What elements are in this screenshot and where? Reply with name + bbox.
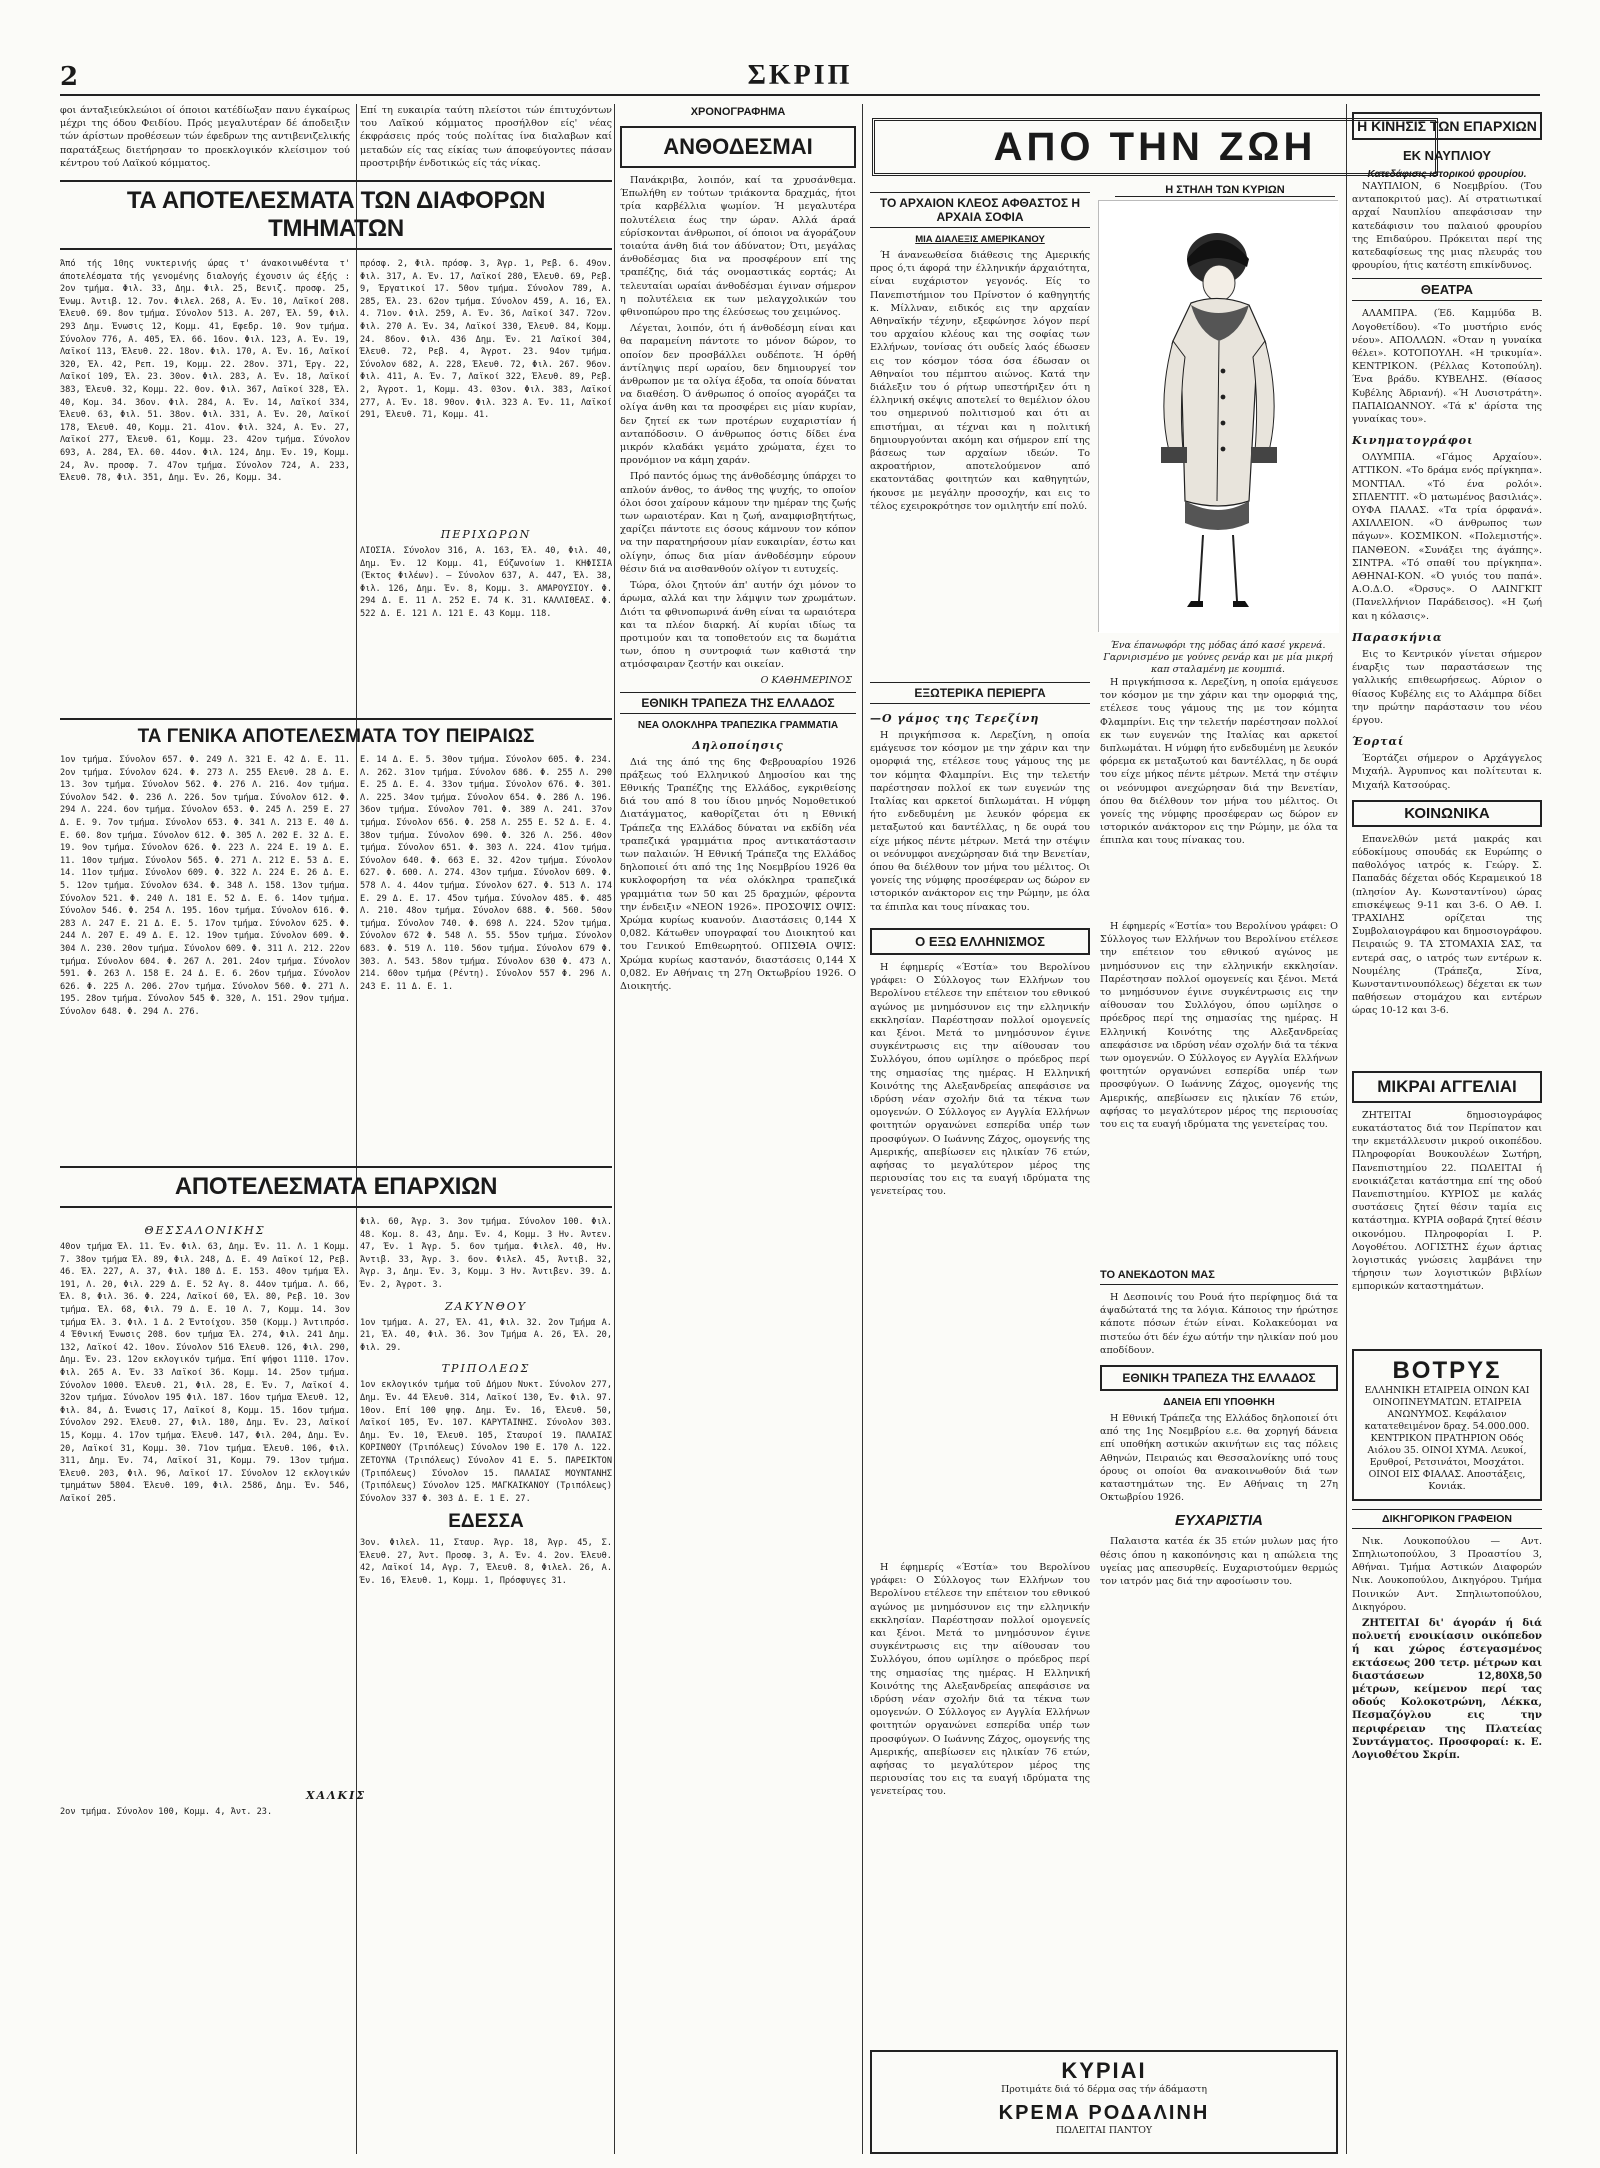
anecdote-text: Η Δεσποινίς του Ρουά ήτο περίφημος διά τα άψαδώτατά της τα λόγια. Κάποιος την ήρώτησε κάποτε πόσων έτών είναι. Κολακεύομαι να πιστεύω ότι δέν έχω αύτήν την ηλικίαν πού μου αποδίδουν. [1100,1292,1338,1356]
social-heading: ΚΟΙΝΩΝΙΚΑ [1352,800,1542,827]
cinemas-text: ΟΛΥΜΠΙΑ. «Γάμος Αρχαίου». ΑΤΤΙΚΟΝ. «Το δράμα ενός πρίγκηπα». ΜΟΝΤΙΑΛ. «Τό ένα ρολόι». ΣΠΛΕΝΤΙΤ. «Ό ματωμένος βασιλιάς». ΟΥΦΑ ΠΑΛΑΣ. «Τα τρία όρφανά». ΑΧΙΛΛΕΙΟΝ. «Ό άνθρωπος των πάγων». ΚΟΣΜΙΚΟΝ. «Πολεμιστής». ΠΑΝΘΕΟΝ. «Συνάξει της άγάπης». ΣΙΝΤΡΑ. «Τό σπαθί του πρίγκηπα». ΑΘΗΝΑΙ-ΚΟΝ. «Ό γυιός του παπά». Α.Ο.Δ.Ο. «Όρσυς». Ο ΛΑΙΝΓΚΙΤ (Πανελλήνιον Παράδεισος). «Η ζωή και η κόλασις». [1352,452,1542,622]
bank-notice-body [620,756,856,994]
column-rule [1346,104,1347,2154]
wedding-text: Η πριγκήπισσα κ. Λερεζίνη, η οποία εμάγευσε τον κόσμον με την χάριν και την ομορφιά της, ετέλεσε τους γάμους της με τον κόμητα Φλαμπρίνι. Εις την τελετήν παρέστησαν πολλοί εκ των ευγενών της Ιταλίας και αρκετοί διπλωμάται. Η νύμφη ήτο ενδεδυμένη με λευκόν φόρεμα εκ μεταξωτού και δαντέλλας, η δε ουρά του είχε μήκος πέντε μέτρων. Μετά την στέψιν οι νεόνυμφοι ανεχώρησαν διά την Βενετίαν, όπου θα διέλθουν τον μήνα του μέλιτος. Οι γονείς της νύμφης προσέφεραν ως δώρον εν ιστορικόν ανάκτορον εις την Ρώμην, με όλα τα έπιπλα και τους πίνακας του. [1100,677,1338,847]
zakynthos-results: 1ον τμήμα. Α. 27, Έλ. 41, Φιλ. 32. 2ον Τμήμα Α. 21, Έλ. 40, Φιλ. 36. 3ον Τμήμα Α. 26, Έλ. 20, Φιλ. 29. [360,1317,612,1353]
classifieds-body [1352,1109,1542,1341]
foreign-curiosities-heading: ΕΞΩΤΕΡΙΚΑ ΠΕΡΙΕΡΓΑ [870,682,1090,704]
fashion-caption: Ένα έπανωφόρι της μόδας άπό κασέ γκρενά. Γαρνιρισμένο με γούνες ρενάρ και με μία μικρή καπ σταλαμένη με κουμπιά. [1103,640,1333,675]
nafplio-heading: ΕΚ ΝΑΥΠΛΙΟΥ [1402,148,1492,163]
foreign-curiosities-text: Η πριγκήπισσα κ. Λερεζίνη, η οποία εμάγευσε τον κόσμον με την χάριν και την ομορφιά της, ετέλεσε τους γάμους της με τον κόμητα Φλαμπρίνι. Εις την τελετήν παρέστησαν πολλοί εκ των ευγενών της Ιταλίας και αρκετοί διπλωμάται. Η νύμφη ήτο ενδεδυμένη με λευκόν φόρεμα εκ μεταξωτού και δαντέλλας, η δε ουρά του είχε μήκος πέντε μέτρων. Μετά την στέψιν οι νεόνυμφοι ανεχώρησαν διά την Βενετίαν, όπου θα διέλθουν τον μήνα του μέλιτος. Οι γονείς της νύμφης προσέφεραν ως δώρον εν ιστορικόν ανάκτορον εις την Ρώμην, με όλα τα έπιπλα και τους πίνακας του. [870,730,1090,913]
cinemas-body [1352,451,1542,623]
feasts-text: Έορτάζει σήμερον ο Αρχάγγελος Μιχαήλ. Άγρυπνος και πολίτευται κ. Μιχαήλ Κατσούρας. [1352,753,1542,791]
section-heading-results: ΤΑ ΑΠΟΤΕΛΕΣΜΑΤΑ ΤΩΝ ΔΙΑΦΟΡΩΝ ΤΜΗΜΑΤΩΝ [60,180,612,250]
piraeus-results-right: Ε. 14 Δ. Ε. 5. 30ον τμήμα. Σύνολον 605. Φ. 234. Λ. 262. 31ον τμήμα. Σύνολον 686. Φ. 255 Λ. 290 Ε. 25 Δ. Ε. 4. 33ον τμήμα. Σύνολον 676. Φ. 301. Λ. 225. 34ον τμήμα. Σύνολον 654. Φ. 286 Λ. 196. 36ον τμήμα. Σύνολον 701. Φ. 389 Λ. 241. 37ον τμήμα. Σύνολον 656. Φ. 258 Λ. 255 Ε. 52 Δ. Ε. 4. 38ον τμήμα. Σύνολον 690. Φ. 326 Λ. 256. 40ον τμήμα. Σύνολον 651. Φ. 303 Λ. 224. 41ον τμήμα. Σύνολον 640. Φ. 663 Ε. 32. 42ον τμήμα. Σύνολον 627. Φ. 600. Λ. 274. 43ον τμήμα. Σύνολον 609. Φ. 578 Λ. 4. 44ον τμήμα. Σύνολον 627. Φ. 513 Λ. 174 Ε. 29 Δ. Ε. 17. 45ον τμήμα. Σύνολον 485. Φ. 485 Λ. 210. 48ον τμήμα. Σύνολον 688. Φ. 560. 50ον τμήμα. Σύνολον 740. Φ. 698 Λ. 224. 52ον τμήμα. Σύνολον 672 Φ. 548 Λ. 55. 55ον τμήμα. Σύνολον 683. Φ. 519 Λ. 110. 56ον τμήμα. Σύνολον 679 Φ. 303. Λ. 543. 58ον τμήμα. Σύνολον 630 Φ. 473 Λ. 214. 60ον τμήμα (Ρέντη). Σύνολον 557 Φ. 296 Λ. 243 Ε. 11 Δ. Ε. 1. [360,755,612,992]
column-rule [862,104,863,2154]
nafplio-lead: Κατεδάφισις ιστορικού φρουρίου. [1367,169,1527,180]
backstage-text: Εις το Κεντρικόν γίνεται σήμερον έναρξις των παραστάσεων της γαλλικής επιθεωρήσεως. Αύριον ο θίασος Κυβέλης εις το Αλάμπρα δίδει την πρώτην παράστασιν του νέου έργου. [1352,648,1542,726]
nafplio-text: ΝΑΥΠΛΙΟΝ, 6 Νοεμβρίου. (Του ανταποκριτού μας). Αί στρατιωτικαί αρχαί Ναυπλίου απεφάσισαν την κατεδάφισιν του παλαιού φρουρίου της Επιδαύρου. Πρόκειται περί της κατεδαφίσεως της μιας πλευράς του φρουρίου, ήτις κατέστη επικίνδυνος. [1352,181,1542,272]
region-edessa: ΕΔΕΣΣΑ [448,1511,524,1533]
theatres-heading: ΘΕΑΤΡΑ [1352,278,1542,301]
social-body [1352,833,1542,1063]
backstage-body [1352,648,1542,727]
chalkis-results: 2ον τμήμα. Σύνολον 100, Κομμ. 4, Άντ. 23. [60,1807,273,1818]
votrys-ad [1352,1349,1542,1501]
region-zakynthos: ΖΑΚΥΝΘΟΥ [445,1299,527,1313]
backstage-heading: Παρασκήνια [1352,630,1443,644]
thanks-text: Παλαιστα κατέα έκ 35 ετών μυλων μας ήτο θέσις όπου η κακοπόνησις και η απώλεια της υγείας μας απεσυρθείς. Ευχαριστούμεν θερμώς τον ιατρόν μας διά την αφοσίωσιν του. [1100,1536,1338,1588]
region-thessaloniki: ΘΕΣΣΑΛΟΝΙΚΗΣ [144,1224,266,1238]
cream-ad-product: ΚΡΕΜΑ ΡΟΔΑΛΙΝΗ [998,2102,1210,2124]
bank-loans-body [1100,1412,1338,1504]
theatres-text: ΑΛΑΜΠΡΑ. (Έδ. Καμμύδα Β. Λογοθετίδου). «Το μυστήριο ενός νέου». ΑΠΟΛΛΩΝ. «Όταν η γυναίκα θέλει». ΚΟΤΟΠΟΥΛΗ. «Η τρικυμία». ΚΕΝΤΡΙΚΟΝ. (Ρέλλας Κοτοπούλη). Ένα βράδυ. ΚΥΒΕΛΗΣ. (Θίασος Κυβέλης Άδριανή). «Ή Λυσιστράτη». ΠΑΠΑΙΩΑΝΝΟΥ. «Τά κ' άρίστα της γυναίκας του». [1352,308,1542,426]
law-office-heading: ΔΙΚΗΓΟΡΙΚΟΝ ΓΡΑΦΕΙΟΝ [1352,1509,1542,1529]
wedding-text-continued: Η έφημερίς «Έστία» του Βερολίνου γράφει: Ο Σύλλογος των Ελλήνων του Βερολίνου ετέλεσε την επέτειον του εθνικού αγώνος με μνημόσυνον εις την ελληνικήν εκκλησίαν. Παρέστησαν πολλοί ομογενείς και ξένοι. Μετά το μνημόσυνον έγινε συγκέντρωσις εις την αίθουσαν του Συλλόγου, όπου ωμίλησε ο πρόεδρος περί της σημασίας της ημέρας. Η Ελληνική Κοινότης της Αλεξανδρείας απεφάσισε να ιδρύση νέαν σχολήν διά τα τέκνα των ομογενών. Ο Σύλλογος εν Αγγλία Ελλήνων φοιτητών οργανώνει εσπερίδα υπέρ των προσφύγων. Ο Ιωάννης Ζάχος, ομογενής της Αμερικής, απεβίωσεν εις ηλικίαν 76 ετών, αφήσας το μεγαλύτερον μέρος της περιουσίας του εις τα ευαγή ιδρύματα της γενετείρας του. [1100,921,1338,1131]
theatres-body [1352,307,1542,426]
votrys-ad-body: ΕΛΛΗΝΙΚΗ ΕΤΑΙΡΕΙΑ ΟΙΝΩΝ ΚΑΙ ΟΙΝΟΠΝΕΥΜΑΤΩΝ. ΕΤΑΙΡΕΙΑ ΑΝΩΝΥΜΟΣ. Κεφάλαιον κατατεθειμένον δραχ. 54.000.000. ΚΕΝΤΡΙΚΟΝ ΠΡΑΤΗΡΙΟΝ Οδός Αιόλου 35. ΟΙΝΟΙ ΧΥΜΑ. Λευκοί, Ερυθροί, Ρετσινάτοι, Μοσχάτοι. ΟΙΝΟΙ ΕΙΣ ΦΙΑΛΑΣ. Αποστάξεις, Κονιάκ. [1364,1384,1530,1492]
page-number: 2 [60,62,79,92]
votrys-ad-title: ΒΟΤΡΥΣ [1392,1356,1502,1384]
law-office-body [1352,1535,1542,1614]
chronicle-paragraph: Πρό παντός όμως της άνθοδέσμης ύπάρχει το απλούν άνθος, το άνθος της ψυχής, το οποίον όλοι όσοι χαίρουν κάμουν την ημέραν της ζωής των ωραιοτέραν. Και η ζωή, αναμφισβητήτως, χαρίζει πάντοτε εις όσους κάμνουν τον κόπον να την παρατηρήσουν μίαν ευκαιρίαν, έστω και ολίγην, όπως δια μίαν άνθοδέσμην εύρουν θέσιν διά να αισθανθούν ολίγον τι ευτυχείς. [620,471,856,575]
cream-ad [870,2050,1338,2154]
classifieds-text: ΖΗΤΕΙΤΑΙ δημοσιογράφος ευκατάστατος διά τον Περίπατον και την εκμετάλλευσιν μικρού οικοπέδου. Πληροφορίαι Βουκουλέων Σωτήρη, Πανεπιστημίου 22. ΠΩΛΕΙΤΑΙ ή ενοικιάζεται κατάστημα επί της οδού Πανεπιστημίου. ΚΥΡΙΟΣ με καλάς συστάσεις ζητεί θέσιν ταμία εις κατάστημα. ΚΥΡΙΑ σοβαρά ζητεί θέσιν οικονόμου. Πληροφορίαι Ι. Ρ. Λογοθέτου. ΛΟΓΙΣΤΗΣ έχων άρτιας λογιστικάς γνώσεις λαμβάνει την τήρησιν των λογιστικών βιβλίων εμπορικών καταστημάτων. [1352,1109,1542,1293]
wedding-continued [1100,676,1338,912]
abroad-heading: Ο ΕΞΩ ΕΛΛΗΝΙΣΜΟΣ [870,928,1090,955]
masthead [60,62,1540,96]
chronicle-heading: ΑΝΘΟΔΕΣΜΑΙ [620,126,856,168]
bank-notice-title: Δηλοποίησις [692,738,784,752]
ancient-article-text: Ή άνανεωθείσα διάθεσις της Αμερικής προς ό,τι άφορά την έλληνικήν άρχαιότητα, είναι ευχάριστον γεγονός. Είς το Πανεπιστήμιον του Πρίνστον ό καθηγητής κ. Μίλλναν, ειδικός εις την αρχαίαν Αθηναϊκήν τέχνην, εξεφώνησε λόγον περί του αρχαίου κλέους και της σοφίας των Ελλήνων, τονίσας ότι ουδείς λαός έδωσεν εις τον κόσμον τόσα όσα έδωσαν οι Αθηναίοι του πέμπτου αιώνος. Κατά την διάλεξιν του ό ρήτωρ υπεστήριξεν ότι η έλληνική σκέψις αποτελεί το θεμέλιον όλου του σημερινού πολιτισμού και ότι αι επιστήμαι, αι τέχναι και η πολιτική δημιουργούνται ακόμη και σήμερον επί της βάσεως των αρχαίων ιδεών. Το ακροατήριον, αποτελούμενον από εκατοντάδας φοιτητών και καθηγητών, ήκουσε με μεγάλην προσοχήν, και εις το τέλος εχειροκρότησε τον ομιλητήν επί πολύ. [870,250,1090,512]
wanted-ad [1352,1617,1542,1762]
bank-loans-subheading: ΔΑΝΕΙΑ ΕΠΙ ΥΠΟΘΗΚΗ [1163,1397,1275,1409]
ancient-article-body [870,249,1090,679]
law-office-text: Νικ. Λουκοπούλου — Αντ. Σπηλιωτοπούλου, 3 Προαστίου 3, Αθήναι. Τμήμα Αστικών Διαφορών Νικ. Λουκοπούλου, Δικηγόρου. Τμήμα Ποινικών Αντ. Σπηλιωτοπούλου, Δικηγόρου. [1352,1535,1542,1613]
coat-figure-icon [1099,201,1339,633]
thanks-continued [870,1561,1090,1861]
fashion-illustration [1098,200,1338,632]
piraeus-results-left: 1ον τμήμα. Σύνολον 657. Φ. 249 Λ. 321 Ε. 42 Δ. Ε. 11. 2ον τμήμα. Σύνολον 624. Φ. 273 Λ. 255 Ελευθ. 28 Δ. Ε. 13. 3ον τμήμα. Σύνολον 562. Φ. 276 Λ. 216. 4ον τμήμα. Σύνολον 542. Φ. 236 Λ. 226. 5ον τμήμα. Σύνολον 612. Φ. 294 Λ. 224. 6ον τμήμα. Σύνολον 653. Φ. 245 Λ. 259 Ε. 27 Δ. Ε. 9. 7ον τμήμα. Σύνολον 653. Φ. 341 Λ. 213 Ε. 40 Δ. Ε. 60. 8ον τμήμα. Σύνολον 612. Φ. 305 Λ. 202 Ε. 32 Δ. Ε. 19. 9ον τμήμα. Σύνολον 626. Φ. 223 Λ. 224 Ε. 19 Δ. Ε. 11. 10ον τμήμα. Σύνολον 565. Φ. 271 Λ. 212 Ε. 53 Δ. Ε. 14. 11ον τμήμα. Σύνολον 609. Φ. 322 Λ. 224 Ε. 26 Δ. Ε. 5. 12ον τμήμα. Σύνολον 634. Φ. 348 Λ. 158. 13ον τμήμα. Σύνολον 521. Φ. 240 Λ. 181 Ε. 52 Δ. Ε. 6. 14ον τμήμα. Σύνολον 546. Φ. 254 Λ. 195. 16ον τμήμα. Σύνολον 616. Φ. 283 Λ. 247 Ε. 21 Δ. Ε. 5. 17ον τμήμα. Σύνολον 625. Φ. 244 Λ. 207 Ε. 49 Δ. Ε. 12. 19ον τμήμα. Σύνολον 609. Φ. 304 Λ. 230. 20ον τμήμα. Σύνολον 609. Φ. 311 Λ. 212. 22ον τμήμα. Σύνολον 604. Φ. 267 Λ. 201. 24ον τμήμα. Σύνολον 591. Φ. 263 Λ. 158 Ε. 24 Δ. Ε. 6. 26ον τμήμα. Σύνολον 626. Φ. 225 Λ. 206. 27ον τμήμα. Σύνολον 560. Φ. 271 Λ. 195. 28ον τμήμα. Σύνολον 545 Φ. 320, Λ. 151. 29ον τμήμα. Σύνολον 648. Φ. 294 Λ. 276. [60,755,350,1017]
right-column [1352,104,1542,2154]
athens-results-left: Άπό τής 10ης νυκτερινής ώρας τ' άνακοινωθέντα τ' άποτελέσματα τής γενομένης διαλογής έχουσιν ώς έξής : 2ον τμήμα. Φιλ. 33, Δημ. Φιλ. 25, Βενιζ. προσφ. 25, Ένωμ. Άντιβ. 12. 7ον. Φιλελ. 268, Α. Έν. 10, Λαϊκοί 208. Έλευθ. 69. 8ον τμήμα. Σύνολον 513. Α. 207, Έλ. 59, Φιλ. 293 Δημ. Ένωσις 12, Κομμ. 41, Εφεδρ. 10. 9ον τμήμα. Σύνολον 776, Α. 405, Έλ. 66. 16ον. Φιλ. 123, Α. Έν. 19, Λαϊκοί 113, Έλευθ. 22. 18ον. Φιλ. 170, Α. Έν. 16, Λαϊκοί 320, Έλ. 42, Ρεπ. 19, Κομμ. 22. 28ον. 371, Έργ. 22, Λαϊκοί 109, Έλ. 23. 30ον. Φιλ. 283, Α. Έν. 18, Λαϊκοί 383, Έλευθ. 32, Κομμ. 22. 0ον. Φιλ. 367, Λαϊκοί 328, Έλ. 40, Κομ. 34. 36ον. Φιλ. 284, Α. Έν. 14, Λαϊκοί 334, Έλευθ. 63, Φιλ. 51. 38ον. Φιλ. 331, Α. Έν. 20, Λαϊκοί 178, Έλευθ. 40, Κομμ. 21. 41ον. Φιλ. 324, Α. Έν. 27, Λαϊκοί 277, Έλευθ. 61, Κομμ. 23. 42ον τμήμα. Σύνολον 693, Α. 284, Έλ. 60. 44ον. Φιλ. 124, Δημ. Έν. 19, Κομμ. 24, Άν. προσφ. 7. 47ον τμήμα. Σύνολον 724, Α. 233, Έλευθ. 78, Φιλ. 351, Δημ. Έν. 26, Κομμ. 34. [60,259,350,484]
thanks-heading: ΕΥΧΑΡΙΣΤΙΑ [1174,1512,1264,1530]
piraeus-heading: ΤΑ ΓΕΝΙΚΑ ΑΠΟΤΕΛΕΣΜΑΤΑ ΤΟΥ ΠΕΙΡΑΙΩΣ [60,718,612,748]
provinces-heading: ΑΠΟΤΕΛΕΣΜΑΤΑ ΕΠΑΡΧΙΩΝ [60,1166,612,1208]
abroad-body [870,961,1090,1561]
provinces-results-top: Φιλ. 60, Άγρ. 3. 3ον τμήμα. Σύνολον 100. Φιλ. 48. Κομ. 8. 43, Δημ. Έν. 4, Κομμ. 3 Ην. Άντεν. 47, Έν. 1 Άγρ. 5. 6ον τμήμα. Φιλελ. 40, Ην. Άντιβ. 33, Άγρ. 3. 6ον. Φιλελ. 45, Άντιβ. 32, Άγρ. 3, Δημ. Έν. 3, Κομμ. 3 Ην. Άντιβεν. 39. Δ. Έν. 2, Άγροτ. 3. [360,1217,612,1290]
cream-ad-title: ΚΥΡΙΑΙ [1061,2058,1147,2083]
cinemas-heading: Κινηματογράφοι [1352,434,1474,448]
periphery-heading: ΠΕΡΙΧΩΡΩΝ [440,528,532,542]
feasts-body [1352,752,1542,792]
chronicle-kicker: ΧΡΟΝΟΓΡΑΦΗΜΑ [690,106,786,118]
bank-notice-subheading: ΝΕΑ ΟΛΟΚΛΗΡΑ ΤΡΑΠΕΖΙΚΑ ΓΡΑΜΜΑΤΙΑ [637,719,839,731]
zoi-banner-title: ΑΠΟ ΤΗΝ ΖΩΗ [993,124,1317,169]
classifieds-heading: ΜΙΚΡΑΙ ΑΓΓΕΛΙΑΙ [1352,1071,1542,1103]
thessaloniki-results: 40ον τμήμα Έλ. 11. Έν. Φιλ. 63, Δημ. Έν. 11. Λ. 1 Κομμ. 7. 38ον τμήμα Έλ. 89, Φιλ. 248, Δ. Ε. 49 Λαϊκοί 12, Ρεβ. 46. Έλ. 227, Α. 37, Φιλ. 180 Δ. Ε. 153. 40ον τμήμα Έλ. 191, Λ. 20, Φιλ. 229 Δ. Ε. 52 Αγ. 8. 44ον τμήμα. Λ. 66, Έλ. 8, Φιλ. 36. Φ. 224, Λαϊκοί 60, Έλ. 80, Ρεβ. 10. 3ον τμήμα. Έλ. 68, Φιλ. 79 Δ. Ε. 10 Λ. 7, Κομμ. 14. 3ον τμήμα Έλ. 3. Φιλ. 1 Δ. 2 Έντοίχου. 350 (Κομμ.) Άντιπρόσ. 4 Έθνική Ένωσις 208. 6ον τμήμα Έλ. 274, Φιλ. 241 Δημ. 132, Λαϊκοί 42. 10ον. Σύνολον 516 Έλευθ. 126, Φιλ. 290, Δημ. Έν. 23. 12ον εκλογικόν τμήμα. Έπί ψήφοι 1110. 17ον. Φιλ. 265 Α. Έν. 33 Λαϊκοί 36. Κομμ. 14. 25ον τμήμα. Σύνολον 1000. Έλευθ. 21, Φιλ. 28, Ε. Έν. 7, Λαϊκοί 4. 32ον τμήμα. Σύνολον 195 Φιλ. 187. 16ον τμήμα Έλευθ. 12, Φιλ. 84, Δ. Ένωσις 17, Λαϊκοί 8, Κομμ. 15. 16ον τμήμα. Σύνολον 292. Έλευθ. 27, Φιλ. 180, Δημ. Έν. 23, Λαϊκοί 15, Κομμ. 4. 17ον τμήμα. Έλευθ. 147, Φιλ. 204, Δημ. Έν. 20, Λαϊκοί 31, Κομμ. 30. 71ον τμήμα. Έλευθ. 106, Φιλ. 311, Δημ. Έν. 74, Λαϊκοί 31, Κομμ. 79. 13ον τμήμα. Έλευθ. 203, Φιλ. 96, Λαϊκοί 17. Σύνολον 12 εκλογικών τμημάτων 5804. Έλευθ. 109, Φιλ. 2586, Δημ. Έν. 546, Λαϊκοί 205. [60,1242,350,1504]
bank-loans-text: Η Εθνική Τράπεζα της Ελλάδος δηλοποιεί ότι από της 1ης Νοεμβρίου ε.ε. θα χορηγή δάνεια επί υποθήκη αστικών ακινήτων εις τας πόλεις Αθηνών, Πειραιώς και Θεσσαλονίκης υπό τους όρους οι οποίοι θα ανακοινωθούν διά των καταστημάτων της. Εν Αθήναις τη 27η Οκτωβρίου 1926. [1100,1413,1338,1504]
ancient-article-subheading: ΜΙΑ ΔΙΑΛΕΞΙΣ ΑΜΕΡΙΚΑΝΟΥ [915,234,1045,245]
results-section [60,104,612,2154]
bank-notice-heading: ΕΘΝΙΚΗ ΤΡΑΠΕΖΑ ΤΗΣ ΕΛΛΑΔΟΣ [620,692,856,714]
ancient-article-heading: ΤΟ ΑΡΧΑΙΟΝ ΚΛΕΟΣ ΑΦΘΑΣΤΟΣ Η ΑΡΧΑΙΑ ΣΟΦΙΑ [870,192,1090,228]
region-tripoli: ΤΡΙΠΟΛΕΩΣ [441,1362,531,1376]
nafplio-body [1352,180,1542,272]
edessa-results: 3ον. Φιλελ. 11, Σταυρ. Άγρ. 18, Άγρ. 45, Σ. Έλευθ. 27, Άντ. Προσφ. 3, Α. Έν. 4. 2ον. Έλευθ. 42, Λαϊκοί 14, Αγρ. 7, Έλευθ. 8, Φιλελ. 26, Α. Έν. 16, Έλευθ. 1, Κομμ. 1, Πρόσφυγες 31. [360,1538,612,1587]
bank-notice-text: Διά της άπό της 6ης Φεβρουαρίου 1926 πράξεως τού Ελληνικού Δημοσίου και της Εθνικής Τραπέζης της Ελλάδος, εγκριθείσης διά του από 8 του ίδιου μηνός Νομοθετικού Διατάγματος, καθορίζεται ότι η Εθνική Τράπεζα της Ελλάδος δύναται να εκδίδη νέα τραπεζικά γραμμάτια προς αντικατάστασιν των παλαιών. Ή Εθνική Τράπεζα της Ελλάδος δηλοποιεί ότι από της 1ης Νοεμβρίου 1926 θα κυκλοφορήση τα νέα ολόκληρα τραπεζικά γραμμάτια των 50 και 25 δραχμών, φέροντα την ένδειξιν «ΝΕΟΝ 1926». ΠΡΟΣΟΨΙΣ ΟΨΙΣ: Χρώμα κυρίως κυανούν. Διαστάσεις 0,144 Χ 0,082. Κάτωθεν υπογραφαί του Διοικητού και του Γενικού Επιθεωρητού. ΟΠΙΣΘΙΑ ΟΨΙΣ: Χρώμα κυρίως καστανόν, διαστάσεις 0,144 Χ 0,082. Εν Αθήναις τη 27η Οκτωβρίου 1926. Ο Διοικητής. [620,756,856,992]
cream-ad-footer: ΠΩΛΕΙΤΑΙ ΠΑΝΤΟΥ [1055,2125,1153,2136]
bank-loans-heading: ΕΘΝΙΚΗ ΤΡΑΠΕΖΑ ΤΗΣ ΕΛΛΑΔΟΣ [1100,1365,1338,1391]
region-chalkis: ΧΑΛΚΙΣ [305,1789,367,1803]
chronicle-body [620,174,856,672]
abroad-text: Η έφημερίς «Έστία» του Βερολίνου γράφει: Ο Σύλλογος των Ελλήνων του Βερολίνου ετέλεσε την επέτειον του εθνικού αγώνος με μνημόσυνον εις την ελληνικήν εκκλησίαν. Παρέστησαν πολλοί ομογενείς και ξένοι. Μετά το μνημόσυνον έγινε συγκέντρωσις εις την αίθουσαν του Συλλόγου, όπου ωμίλησε ο πρόεδρος περί της σημασίας της ημέρας. Η Ελληνική Κοινότης της Αλεξανδρείας απεφάσισε να ιδρύση νέαν σχολήν διά τα τέκνα των ομογενών. Ο Σύλλογος εν Αγγλία Ελλήνων φοιτητών οργανώνει εσπερίδα υπέρ των προσφύγων. Ο Ιωάννης Ζάχος, ομογενής της Αμερικής, απεβίωσεν εις ηλικίαν 76 ετών, αφήσας το μεγαλύτερον μέρος της περιουσίας του εις τα ευαγή ιδρύματα της γενετείρας του. [870,962,1090,1198]
periphery-results: ΛΙΟΣΙΑ. Σύνολον 316, Α. 163, Έλ. 40, Φιλ. 40, Δημ. Έν. 12 Κομμ. 41, Εύζωνοίων 1. ΚΗΦΙΣΙΑ (Έκτος Φιλέων). — Σύνολον 637, Α. 447, Έλ. 38, Φιλ. 126, Δημ. Έν. 8, Κομμ. 3. ΑΜΑΡΟΥΣΙΟΥ. Φ. 294 Δ. Ε. 11 Λ. 252 Ε. 74 Κ. 31. ΚΑΛΛΙΘΕΑΣ. Φ. 522 Δ. Ε. 121 Λ. 121 Ε. 43 Κομμ. 118. [360,546,612,619]
wanted-ad-text: ΖΗΤΕΙΤΑΙ δι' άγοράν ή διά πολυετή ενοικίασιν οικόπεδον ή και χώρος έστεγασμένος εκτάσεως 200 τετρ. μέτρων και διαστάσεων 12,80Χ8,50 μέτρων, κείμενον περί τας οδούς Κολοκοτρώνη, Λέκκα, Πεσμαζόγλου εις την περιφέρειαν της Πλατείας Συντάγματος. Προσφοραί: κ. Ε. Λογιοθέτου Σκρίπ. [1352,1616,1542,1761]
wedding-more [1100,920,1338,1260]
chronicle-paragraph: Τώρα, όλοι ζητούν άπ' αυτήν όχι μόνον το άρωμα, αλλά και την λάμψιν των χρωμάτων. Διότι τα φθινοπωρινά άνθη είναι τα ωραιότερα και τα πλέον διαρκή. Αί κυρίαι ιδίως τα προτιμούν και τα τοποθετούν εις τα δωμάτια των, όπου η συντροφιά των καθιστά την ατμόσφαιραν ζεστήν και οικείαν. [620,580,856,671]
cream-ad-tagline: Προτιμάτε διά τό δέρμα σας τήν άδάμαστη [1001,2084,1207,2095]
feasts-heading: Έορταί [1352,735,1405,749]
social-text: Επανελθών μετά μακράς και εύδοκίμους σπουδάς εκ Ευρώπης ο παθολόγος ιατρός κ. Γεώργ. Σ. Παπαδάς δέχεται οδός Κεραμεικού 18 (πλησίον Αγ. Κωνσταντίνου) ώρας επισκέψεως 9-11 και 3-6. Ο ΑΘ. Ι. ΤΡΑΧΙΛΗΣ ορίζεται της Συμβολαιογράφου και δημοσιογράφου. Πειραιώς 9. ΤΑ ΣΤΟΜΑΧΙΑ ΣΑΣ, τα εντερά σας, ο ιατρός των εντέρων κ. Νουμέλης (Τράπεζα, Σίνα, Κωνσταντινουπόλεως) δέχεται εκ των παθήσεων στομάχου και εντέρων ώρας 10-12 και 3-6. [1352,833,1542,1017]
chronicle-paragraph: Λέγεται, λοιπόν, ότι ή άνθοδέσμη είναι και θα παραμείνη πάντοτε το μόνον δώρον, το οποίον δεν προσβάλλει ουδέποτε. Ή όρθή άντίληψις περί ωραίου, δεν δημιουργεί τον άνθρωπον με τα ολίγα έξοδα, τα οποία δύναται να διαθέση. Ό άνθρωπος ό οποίος αγοράζει τα ολίγα άνθη και τα προσφέρει εις μίαν κυρίαν, δεν ζητεί εκ των προτέρων ευχαριστίαν ή ανταπόδοσιν. Ο άνθρωπος όστις δίδει ένα μικρόν κλαδάκι γεμάτο χρώματα, έχει το προνόμιον να κάμη χαράν. [620,323,856,467]
chronicle-signature: Ο ΚΑΘΗΜΕΡΙΝΟΣ [760,674,852,686]
column-rule [614,104,615,2154]
anecdote-heading: ΤΟ ΑΝΕΚΔΟΤΟΝ ΜΑΣ [1100,1266,1338,1285]
provinces-news-heading: Η ΚΙΝΗΣΙΣ ΤΩΝ ΕΠΑΡΧΙΩΝ [1352,112,1542,140]
chronicle-paragraph: Πανάκριβα, λοιπόν, καί τα χρυσάνθεμα. Έπωλήθη εν τούτων τριάκοντα δραχμάς, ήτοι τρία καρβέλλια ψωμίον. Ή μεγαλυτέρα πολυτέλεια έως την ώραν. Αλλά άραά εύρίσκονται άνθρωποι, οί όποιοι να άγοράζουν τοιαύτα άνθη διά τον άδύνατον; Ότι, μεγάλας άνθοδέσμας δια να προσφέρουν επί της τραπέζης, διά τάς ονομαστικάς εορτάς; Αι τελευταίαι ωραίαι άνθοδέσμαι έγιναν σήμερον η πολυτέλεια εκ των μελαγχολικών του φθινοπώρου προ της έλεύσεως του χειμώνος. [620,175,856,319]
tripoli-results: 1ον εκλογικόν τμήμα τοῦ Δήμου Νυκτ. Σύνολον 277, Δημ. Έν. 44 Έλευθ. 314, Λαϊκοί 130, Έν. Φιλ. 97. 10ον. Επί 100 ψηφ. Δημ. Έν. 16, Έλευθ. 50, Λαϊκοί 105, Έν. 107. ΚΑΡΥΤΑΙΝΗΣ. Σύνολον 303. Δημ. Έν. 10, Έλευθ. 105, Σταυροί 19. ΠΑΛΑΙΑΣ ΚΟΡΙΝΘΟΥ (Τριπόλεως) Σύνολον 190 Ε. 170 Λ. 122. ΖΕΤΟΥΝΑ (Τριπόλεως) Σύνολον 41 Ε. 5. ΠΑΡΕΙΚΤΟΝ (Τριπόλεως) Σύνολον 15. ΠΑΛΑΙΑΣ ΜΟΥΝΤΑΝΗΣ (Τριπόλεως) Σύνολον 125. ΜΑΓΚΑΙΚΑΝΟΥ (Τριπόλεως) Σύνολον 337 Φ. 303 Δ. Ε. 1 Ε. 27. [360,1380,612,1504]
col2-intro: Επί τη ευκαιρία ταύτη πλείστοι τών έπιτυχόντων του Λαϊκού κόμματος προσήλθον είς' νέας έκφράσεις πρός τούς πολίτας ίνα διαλαβων καί μεταδών είς τας είκίας των άποφεύγοντες πάσαν προστριβήν ένδοτικώς είς τάς νίκας. [360,105,612,169]
zoi-lower-section [870,676,1338,2154]
thanks-body [1100,1535,1338,1588]
foreign-curiosities-body [870,729,1090,913]
abroad-text-continued: Η έφημερίς «Έστία» του Βερολίνου γράφει: Ο Σύλλογος των Ελλήνων του Βερολίνου ετέλεσε την επέτειον του εθνικού αγώνος με μνημόσυνον εις την ελληνικήν εκκλησίαν. Παρέστησαν πολλοί ομογενείς και ξένοι. Μετά το μνημόσυνον έγινε συγκέντρωσις εις την αίθουσαν του Συλλόγου, όπου ωμίλησε ο πρόεδρος περί της σημασίας της ημέρας. Η Ελληνική Κοινότης της Αλεξανδρείας απεφάσισε να ιδρύση νέαν σχολήν διά τα τέκνα των ομογενών. Ο Σύλλογος εν Αγγλία Ελλήνων φοιτητών οργανώνει εσπερίδα υπέρ των προσφύγων. Ο Ιωάννης Ζάχος, ομογενής της Αμερικής, απεβίωσεν εις ηλικίαν 76 ετών, αφήσας το μεγαλύτερον μέρος της περιουσίας του εις τα ευαγή ιδρύματα της γενετείρας του. [870,1562,1090,1798]
chronicle-column [620,104,856,2154]
anecdote-body [1100,1291,1338,1357]
foreign-curiosities-subheading: —Ο γάμος της Τερεζίνη [870,712,1040,725]
newspaper-title: ΣΚΡΙΠ [747,60,853,91]
col1-intro: φοι άνταξιεύκλεώιοι οί όποιοι κατέδίωξαν πανυ έγκαίρως μέχρι της όδου Φειδίου. Πρός μεγαλυτέραν δέ άποδειξιν τών άρίστων προθέσεων τών έφεδρων της αντιβενιζελικής παρατάξεως διετήρησαν το προεκλογικόν κλείσιμον τού κέντρου τού Λαϊκού κόμματος. [60,105,350,169]
athens-results-right: πρόσφ. 2, Φιλ. πρόσφ. 3, Άγρ. 1, Ρεβ. 6. 49ον. Φιλ. 317, Α. Έν. 17, Λαϊκοί 280, Έλευθ. 69, Ρεβ. 9, Έργατικοί 17. 50ον τμήμα. Σύνολον 789, Α. 285, Έλ. 23. 62ον τμήμα. Σύνολον 459, Α. 16, Έλ. 4. 71ον. Φιλ. 259, Α. Έν. 36, Λαϊκοί 347. 72ον. Φιλ. 270 Α. Έν. 34, Λαϊκοί 330, Έλευθ. 84, Κομμ. 24. 86ον. Φιλ. 436 Δημ. Έν. 21 Λαϊκοί 304, Έλευθ. 72, Ρεβ. 4, Άγροτ. 23. 94ον τμήμα. Σύνολον 682, Α. 228, Έλευθ. 72, Φιλ. 267. 96ον. Φιλ. 411, Α. Έν. 7, Λαϊκοί 322, Έλευθ. 89, Ρεβ. 2, Άγροτ. 1, Κομμ. 43. 03ον. Φιλ. 383, Λαϊκοί 277, Α. Έν. 18. 90ον. Φιλ. 323 Α. Έν. 11, Λαϊκοί 291, Έλευθ. 71, Κομμ. 41. [360,259,612,421]
ladies-column-title: Η ΣΤΗΛΗ ΤΩΝ ΚΥΡΙΩΝ [1115,184,1335,197]
